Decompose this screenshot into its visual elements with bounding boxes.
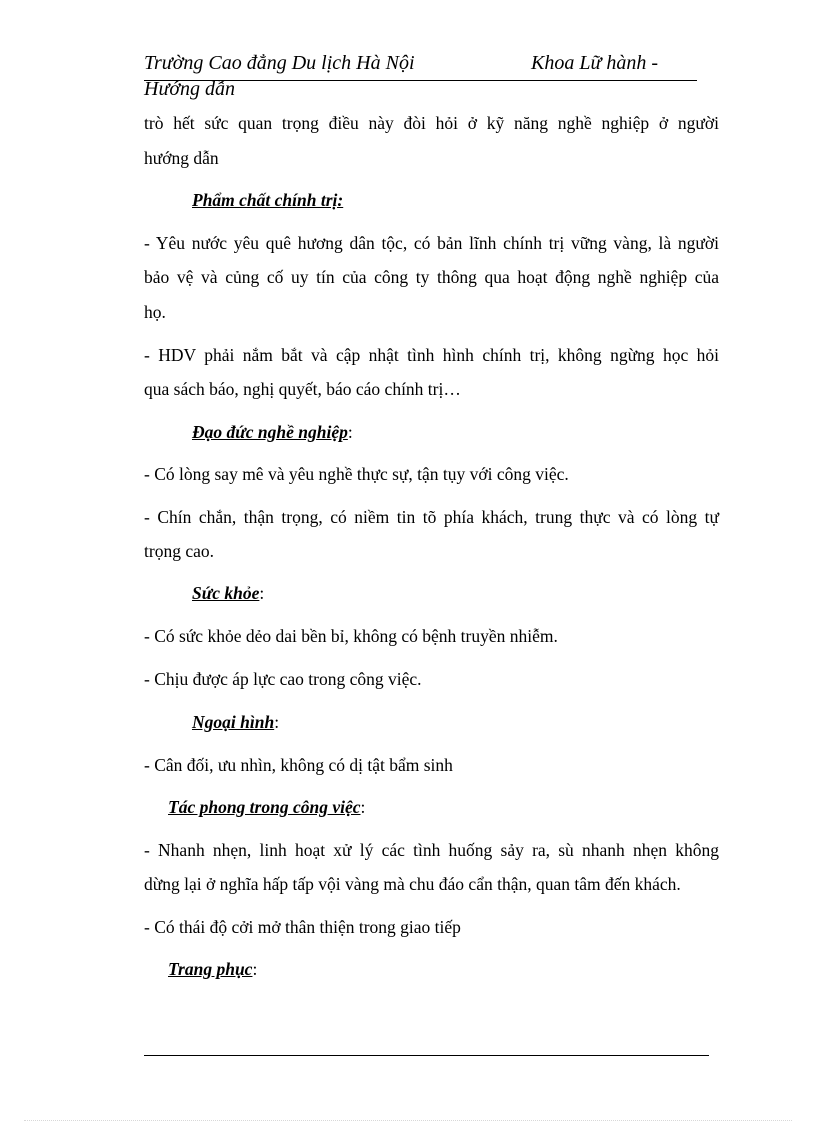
- heading-manner: Tác phong trong công việc:: [168, 797, 366, 817]
- heading-attire: Trang phục:: [168, 959, 258, 979]
- paragraph-line: - Có thái độ cởi mở thân thiện trong giao tiếp: [144, 917, 461, 937]
- intro-line: hướng dẫn: [144, 148, 219, 168]
- page-edge: [24, 1120, 792, 1121]
- heading-health: Sức khỏe:: [192, 583, 265, 603]
- school-name: Trường Cao đẳng Du lịch Hà Nội: [144, 52, 415, 74]
- paragraph-line: - HDV phải nắm bắt và cập nhật tình hình chính trị, không ngừng học hỏi: [144, 345, 719, 365]
- paragraph-line: họ.: [144, 302, 166, 322]
- paragraph-line: - Yêu nước yêu quê hương dân tộc, có bản lĩnh chính trị vững vàng, là người: [144, 233, 719, 253]
- paragraph-line: dừng lại ở nghĩa hấp tấp vội vàng mà chu đáo cẩn thận, quan tâm đến khách.: [144, 874, 681, 894]
- page-header: [144, 52, 697, 81]
- paragraph-line: - Có sức khỏe dẻo dai bền bỉ, không có bệnh truyền nhiễm.: [144, 626, 558, 646]
- paragraph-line: - Nhanh nhẹn, linh hoạt xử lý các tình huống sảy ra, sù nhanh nhẹn không: [144, 840, 719, 860]
- paragraph-line: qua sách báo, nghị quyết, báo cáo chính trị…: [144, 379, 461, 399]
- paragraph-line: - Chịu được áp lực cao trong công việc.: [144, 669, 422, 689]
- paragraph-line: - Cân đối, ưu nhìn, không có dị tật bẩm sinh: [144, 755, 453, 775]
- department-name-continued: Hướng dẫn: [144, 78, 236, 100]
- paragraph-line: - Chín chắn, thận trọng, có niềm tin tõ phía khách, trung thực và có lòng tự: [144, 507, 719, 527]
- heading-politics: Phẩm chất chính trị:: [192, 190, 344, 210]
- department-name: Khoa Lữ hành -: [531, 52, 659, 74]
- paragraph-line: trọng cao.: [144, 541, 214, 561]
- heading-appearance: Ngoại hình:: [192, 712, 280, 732]
- heading-ethics: Đạo đức nghề nghiệp:: [192, 422, 353, 442]
- intro-line: trò hết sức quan trọng điều này đòi hỏi ở kỹ năng nghề nghiệp ở người: [144, 113, 719, 133]
- paragraph-line: - Có lòng say mê và yêu nghề thực sự, tận tụy với công việc.: [144, 464, 569, 484]
- footer-rule: [144, 1055, 709, 1056]
- paragraph-line: bảo vệ và củng cố uy tín của công ty thông qua hoạt động nghề nghiệp của: [144, 267, 719, 287]
